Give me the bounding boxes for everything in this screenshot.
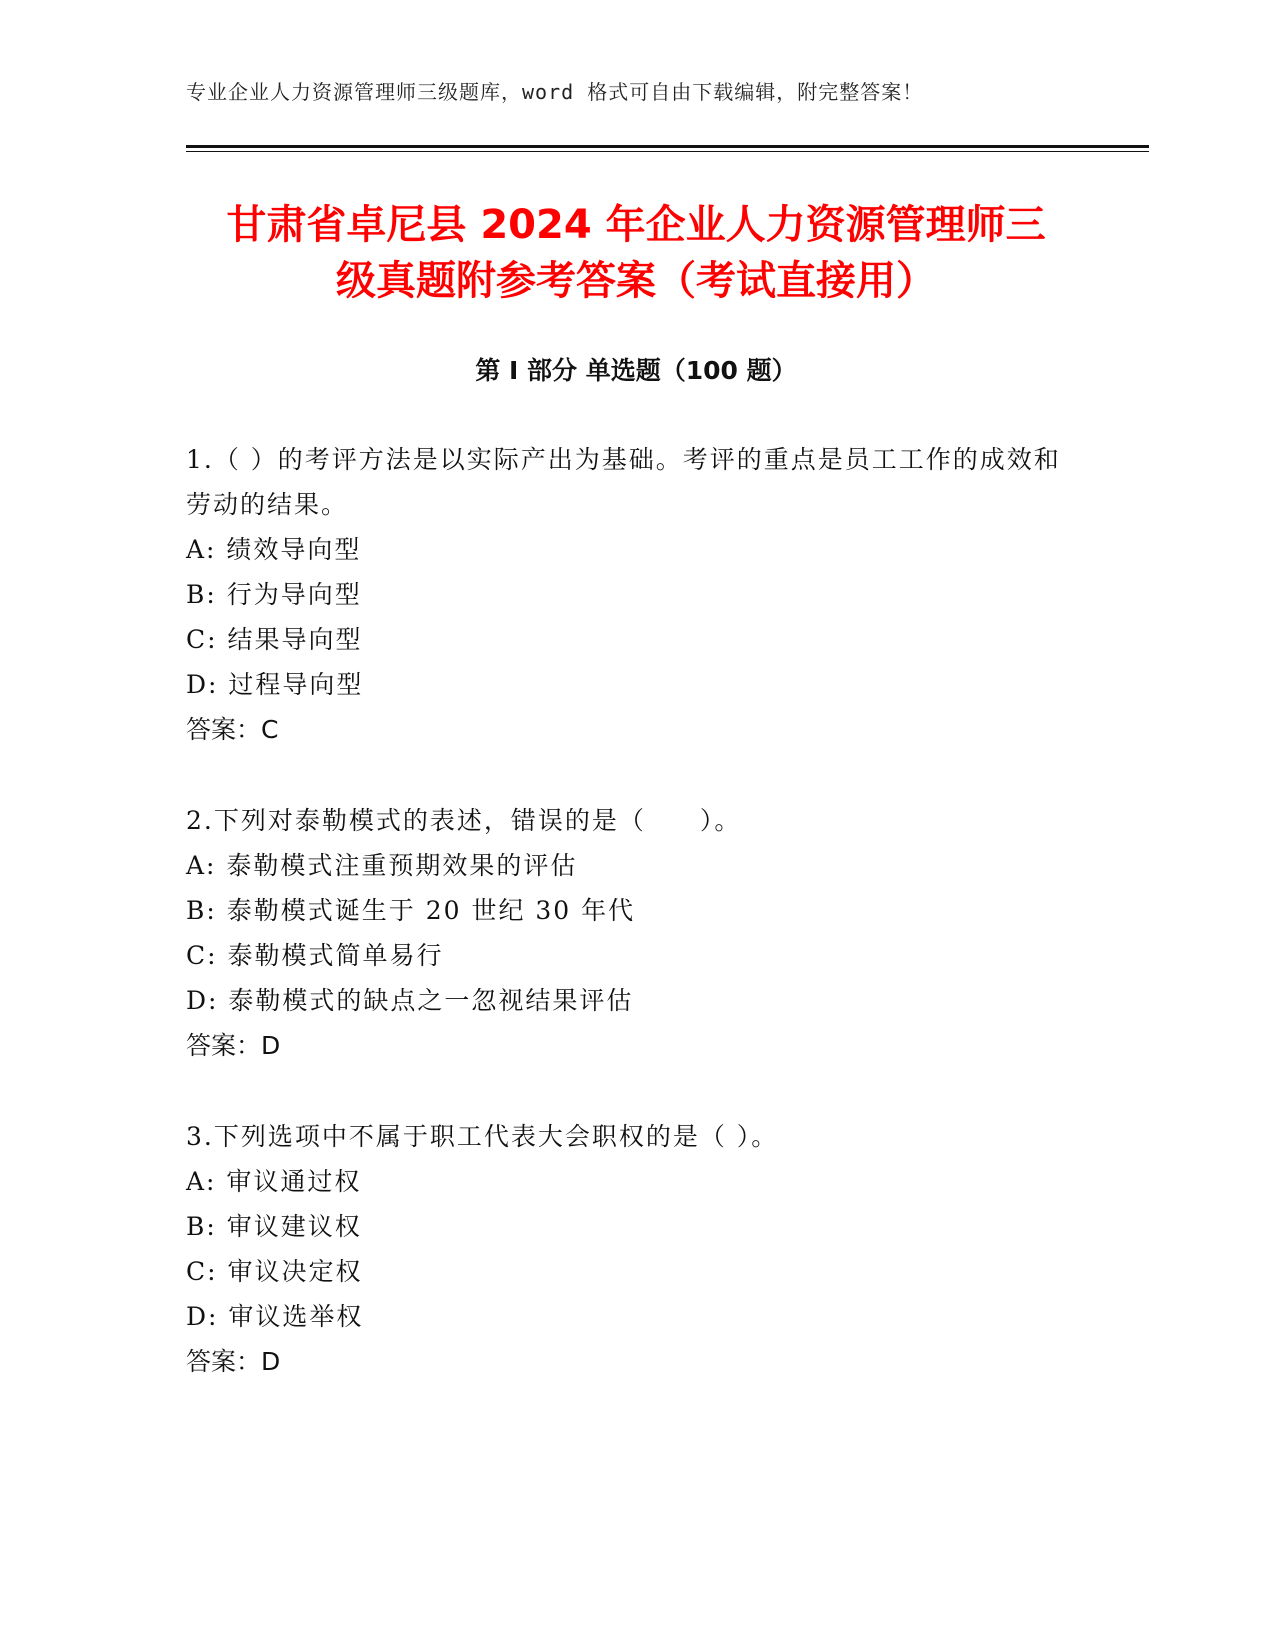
question-stem: 3.下列选项中不属于职工代表大会职权的是（ ）。 [186,1122,779,1151]
question-2 [186,798,1086,1068]
answer: 答案：D [186,1031,281,1060]
option-a: A: 审议通过权 [186,1167,362,1196]
question-stem: 1.（ ）的考评方法是以实际产出为基础。考评的重点是员工工作的成效和劳动的结果。 [186,445,1061,519]
option-c: C: 结果导向型 [186,625,363,654]
answer: 答案：C [186,715,279,744]
question-3 [186,1114,1086,1384]
option-c: C: 泰勒模式简单易行 [186,941,444,970]
option-b: B: 审议建议权 [186,1212,362,1241]
question-stem: 2.下列对泰勒模式的表述，错误的是（ ）。 [186,806,742,835]
section-title: 第 I 部分 单选题（100 题） [475,356,797,385]
option-b: B: 行为导向型 [186,580,362,609]
header-rule-thick [186,145,1149,148]
option-b: B: 泰勒模式诞生于 20 世纪 30 年代 [186,896,636,925]
option-d: D: 泰勒模式的缺点之一忽视结果评估 [186,986,634,1015]
header-note: 专业企业人力资源管理师三级题库，word 格式可自由下载编辑，附完整答案！ [186,80,924,104]
document-title [186,197,1086,309]
option-a: A: 泰勒模式注重预期效果的评估 [186,851,578,880]
question-1 [186,437,1086,752]
option-d: D: 审议选举权 [186,1302,364,1331]
option-a: A: 绩效导向型 [186,535,362,564]
question-list [186,437,1086,1430]
option-c: C: 审议决定权 [186,1257,363,1286]
header-rule-thin [186,151,1149,152]
document-title-line1: 甘肃省卓尼县 2024 年企业人力资源管理师三 [226,202,1046,248]
document-title-line2: 级真题附参考答案（考试直接用） [336,258,936,304]
answer: 答案：D [186,1347,281,1376]
option-d: D: 过程导向型 [186,670,364,699]
